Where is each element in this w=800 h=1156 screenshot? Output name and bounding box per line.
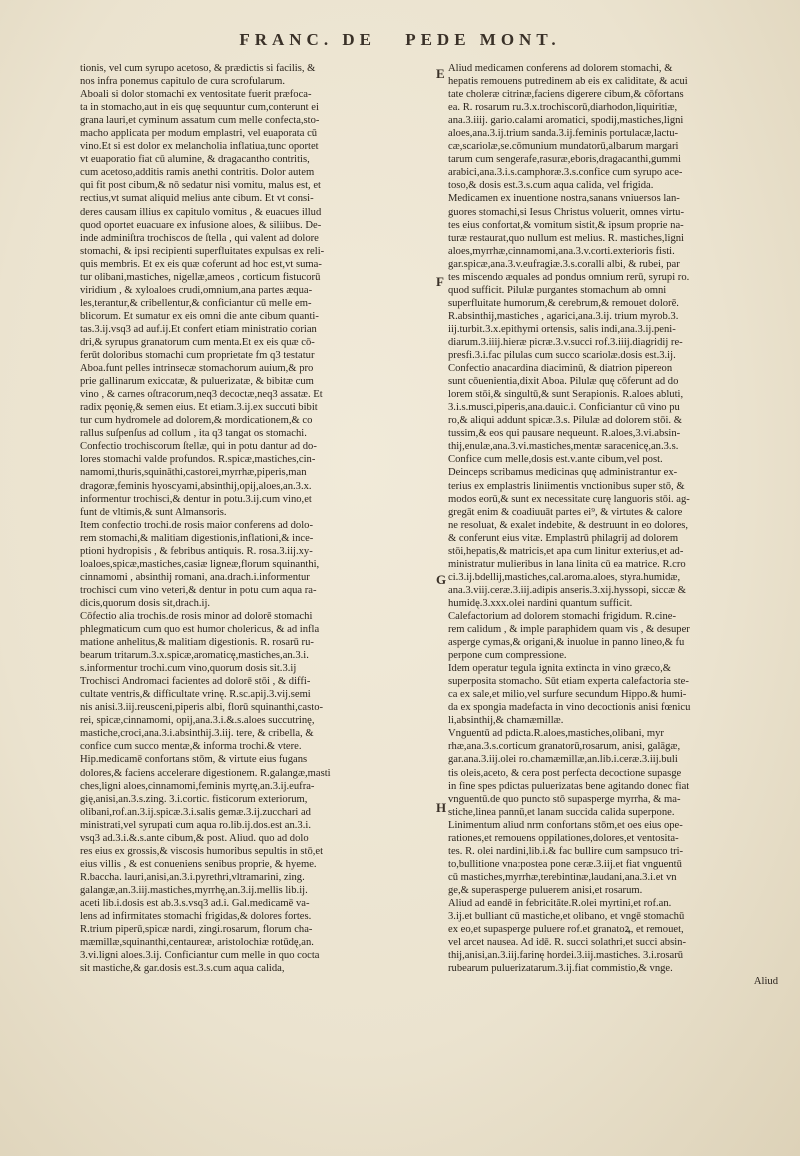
left-column-text-line: stomachi, & ipsi recipienti superfluitates expulsas ex reli- (80, 245, 325, 257)
right-column-text-line: superfluitate humorum,& cerebrum,& remouet dolorē. (448, 297, 679, 309)
right-column-text-line: R.absinthij,mastiches , agarici,ana.3.ij. trium myrob.3. (448, 310, 679, 322)
left-column-text-line: nos infra ponemus capitulo de cura scrofularum. (80, 76, 286, 88)
header-left: FRANC. DE (239, 30, 376, 49)
right-column-text-line: tes eius confortat,& vomitum sistit,& ipsum proprie na- (448, 219, 684, 231)
right-column-text-line: 3.ij.et bulliant cū mastiche,et olibano, et vngē stomachū (448, 911, 685, 923)
right-column-text-line: arabici,ana.3.i.s.camphoræ.3.s.confice cum syrupo ace- (448, 167, 683, 179)
right-column-text-line: cū mastiches,myrrhæ,terebintinæ,laudani,ana.3.i.et vn (448, 871, 677, 883)
left-column-text-line: ferūt doloribus stomachi cum proprietate fm q3 testatur (80, 350, 315, 362)
left-column-text-line: tur cum hydromele ad dolorem,& mordicationem,& co (80, 415, 313, 427)
right-column-text-line: thij,enulæ,ana.3.vi.mastiches,mentæ saracenicę,an.3.s. (448, 441, 679, 453)
section-marker-f: F (436, 274, 444, 289)
right-column-text-line: hepatis remouens putredinem ab eis ex caliditate, & acui (448, 76, 688, 88)
left-column-text-line: radix pęonię,& semen eius. Et etiam.3.ij.ex succuti bibit (80, 402, 318, 414)
left-column-text-line: Cōfectio alia trochis.de rosis minor ad dolorē stomachi (80, 610, 313, 622)
right-column-text-line: Linimentum aliud nrm confortans stōm,et oes eius ope- (448, 819, 683, 831)
right-column-text-line: turæ restaurat,quo nullum est melius. R. mastiches,ligni (448, 232, 684, 244)
right-column-text-line: rhæ,ana.3.s.corticum granatorū,rosarum, anisi, galāgæ, (448, 741, 681, 753)
right-column-text-line: terius ex emplastris liniimentis vnctionibus super stō, & (448, 480, 685, 492)
right-column-text-line: aloes,ana.3.ij.trium sanda.3.ij.feminis portulacæ,lactu- (448, 128, 679, 140)
right-column (448, 62, 778, 988)
right-column-text-line: aloes,myrrhæ,cinnamomi,ana.3.v.corti.exterioris fisti. (448, 245, 675, 257)
right-column-text-line: ex eo,et supasperge puluere rof.et granatoꝝ, et remouet, (448, 924, 684, 936)
left-column-text-line: Aboa.funt pelles intrinsecæ stomachorum auium,& pro (80, 363, 314, 375)
right-column-text-line: ca ex sale,et milio,vel surfure secundum Hippo.& humi- (448, 689, 687, 701)
left-column-text-line: olibani,rof.an.3.ij.spicæ.3.i.salis gemæ.3.ij.zucchari ad (80, 806, 311, 818)
left-column-text-line: aceti lib.i.dosis est ab.3.s.vsq3 ad.i. Gal.medicamē va- (80, 898, 310, 909)
right-column-text-line: diarum.3.iiij.hieræ picræ.3.v.succi rof.3.iiij.diagridij re- (448, 336, 683, 348)
left-column-text-line: cum acetoso,additis ramis anethi contritis. Dolor autem (80, 167, 315, 179)
left-column-text-line: ches,ligni aloes,cinnamomi,feminis myrtę,an.3.ij.eufra- (80, 780, 315, 792)
left-column-text-line: namomi,thuris,squināthi,castorei,myrrhæ,piperis,man (80, 467, 307, 479)
left-column-text-line: nis anisi.3.iij.reusceni,piperis albi, florū squinanthi,casto- (80, 702, 324, 714)
right-column-text-line: tussim,& eos qui pausare nequeunt. R.aloes,3.vi.absin- (448, 428, 681, 440)
right-column-text-line: lorem stōi,& singultū,& sunt Serapionis. R.aloes abluti, (448, 389, 684, 401)
left-column-text-line: R.trium piperū,spicæ nardi, zingi.rosarum, florum cha- (80, 924, 313, 936)
left-column-text-line: bearum tritarum.3.x.spicæ,aromaticę,mastiches,an.3.i. (80, 650, 309, 662)
right-column-text-line: stōi,hepatis,& matricis,et apa cum linitur exterius,et ad- (448, 545, 684, 557)
left-column-text-line: dolores,& faciens accelerare digestionem. R.galangæ,masti (80, 767, 331, 779)
left-column-text-line: prie gallinarum exiccatæ, & puluerizatæ, & bibitæ cum (80, 376, 314, 388)
right-column-text-line: Aliud (753, 976, 778, 988)
right-column-text-line: Deinceps scribamus medicinas quę administrantur ex- (448, 467, 678, 479)
left-column-text-line: gię,anisi,an.3.s.zing. 3.i.cortic. fisticorum exteriorum, (80, 793, 308, 805)
left-column-text-line: rei, spicæ,cinnamomi, opij,ana.3.i.&.s.aloes succutrinę, (80, 715, 315, 727)
left-column-text-line: funt de vltimis,& sunt Almansoris. (80, 506, 227, 518)
section-marker-g: G (436, 572, 447, 587)
left-column-text-line: Hip.medicamē confortans stōm, & virtute eius fugans (80, 754, 308, 766)
left-column-text-line: rallus suſpenſus ad collum , ita q3 tangat os stomachi. (80, 428, 307, 440)
left-column-text-line: grana lauri,et cyminum assatum cum melle confecta,sto- (80, 115, 320, 127)
right-column-text-line: ana.3.iiij. gario.calami aromatici, spodij,mastiches,ligni (448, 115, 684, 127)
left-column-text-line: viridium , & xyloaloes crudi,omnium,ana partes æqua- (80, 284, 313, 296)
right-column-text-line: ci.3.ij.bdellij,mastiches,cal.aroma.aloes, styra.humidæ, (448, 571, 681, 583)
right-column-text-line: ne resoluat, & exalet indebite, & destruunt in eo dolores, (448, 519, 689, 531)
right-column-text-line: toso,& dosis est.3.s.cum aqua calida, vel frigida. (448, 180, 654, 192)
left-column-text-line: informentur trochisci,& dentur in potu.3.ij.cum vino,et (80, 493, 312, 505)
right-column-text-line: iij.turbit.3.x.epithymi ortensis, salis indi,ana.3.ij.peni- (448, 323, 676, 335)
running-header (0, 30, 800, 50)
right-column-text-line: perpone cum compressione. (448, 650, 567, 662)
right-column-text-line: thij,anisi,an.3.iij.farinę hordei.3.iij.mastiches. 3.i.rosarū (448, 950, 684, 962)
right-column-text-line: guores stomachi,si Iesus Christus voluerit, omnes virtu- (448, 206, 684, 218)
left-column-text-line: ministrati,vel syrupati cum aqua ro.lib.ij.dos.est an.3.i. (80, 819, 311, 831)
left-column-text-line: blicorum. Et sumatur ex eis omni die ante cibum quanti- (80, 310, 319, 322)
right-column-text-line: rationes,et remouens oppilationes,dolores,et ventosita- (448, 832, 679, 844)
left-column-text-line: tas.3.ij.vsq3 ad auf.ij.Et confert etiam ministratio corian (80, 323, 317, 335)
right-column-text-line: tarum cum sengerafe,rasuræ,eboris,dragacanthi,gummi (448, 154, 681, 166)
left-column-text-line: mæmillæ,squinanthi,centaureæ, aristolochiæ rotūdę,an. (80, 937, 314, 949)
left-column-text-line: Item confectio trochi.de rosis maior conferens ad dolo- (80, 519, 313, 531)
left-column-text-line: Confectio trochiscorum ſtellæ, qui in potu dantur ad do- (80, 441, 317, 453)
right-column-text-line: ea. R. rosarum ru.3.x.trochiscorū,diarhodon,liquiritiæ, (448, 102, 678, 114)
left-column-text-line: loaloes,spicæ,mastiches,casiæ ligneæ,florum squinanthi, (80, 558, 320, 570)
right-column-text-line: Calefactorium ad dolorem stomachi frigidum. R.cine- (448, 610, 676, 622)
right-column-text-line: ana.3.viij.ceræ.3.iij.adipis anseris.3.xij.hyssopi, siccæ & (448, 584, 687, 596)
left-column-text-line: quod oportet euacuare ex infusione aloes, & siliibus. De- (80, 219, 322, 231)
left-column-text-line: lores stomachi valde profundos. R.spicæ,mastiches,cin- (80, 454, 316, 466)
right-column-text-line: Aliud ad eandē in febricitāte.R.olei myrtini,et rof.an. (448, 898, 672, 909)
left-column-text-line: vsq3 ad.3.i.&.s.ante cibum,& post. Aliud. quo ad dolo (80, 832, 309, 844)
right-column-text-line: gar.spicæ,ana.3.v.eufragiæ.3.s.coralli albi, & rubei, par (448, 258, 680, 270)
right-column-text-line: humidę.3.xxx.olei nardini quantum sufficit. (448, 597, 633, 609)
right-column-text-line: modos eorū,& sunt ex necessitate curę languoris stōi. ag- (448, 493, 690, 505)
left-column-text-line: cinnamomi , absinthij romani, ana.drach.i.informentur (80, 571, 310, 583)
left-column-text-line: vino.Et si est dolor ex melancholia inflatiua,tunc oportet (80, 141, 319, 153)
left-column-text-line: s.informentur trochi.cum vino,quorum dosis sit.3.ij (80, 663, 297, 675)
right-column-text-line: tis oleis,aceto, & cera post perfecta decoctione supasge (448, 767, 682, 779)
left-column-text-line: les,terantur,& cribellentur,& conficiantur cū melle em- (80, 297, 312, 309)
right-column-text-line: in fine spes pdictas puluerizatas bene agitando donec fiat (448, 780, 690, 792)
right-column-text-line: sunt cōuenientia,dixit Aboa. Pilulæ quę cōferunt ad do (448, 376, 679, 388)
right-column-text-line: ministratur mulieribus in lana linita cū ea matrice. R.cro (448, 558, 686, 570)
left-column-text-line: macho applicata per modum emplastri, vel euaporata cū (80, 128, 318, 140)
right-column-text-line: gregāt enim & coadiuuāt partes ei⁹, & virtutes & calore (448, 506, 683, 518)
left-column-text-line: confice cum succo mentæ,& informa trochi.& vtere. (80, 741, 302, 753)
left-column-text-line: quis membris. Et ex eis quæ coferunt ad hoc est,vt suma- (80, 258, 322, 270)
left-column-text-line: dragoræ,feminis hyoscyami,absinthij,opij,aloes,an.3.x. (80, 480, 312, 492)
right-column-text-line: quod sufficit. Pilulæ purgantes stomachum ab omni (448, 284, 667, 296)
right-column-text-line: presfi.3.i.fac pilulas cum succo scariolæ.dosis est.3.ij. (448, 350, 676, 362)
left-column-text-line: Trochisci Andromaci facientes ad dolorē stōi , & diffi- (80, 676, 311, 688)
right-column-text-line: rem calidum , & imple paraphidem quam vis , & desuper (448, 624, 690, 636)
left-column-text-line: eius villis , & est conueniens senibus proprie, & hyeme. (80, 858, 317, 870)
right-column-text-line: & conferunt eius vitæ. Emplastrū philagrij ad dolorem (448, 532, 679, 544)
left-column-text-line: rem stomachi,& malitiam digestionis,inflationi,& ince- (80, 532, 314, 544)
left-column-text-line: 3.vi.ligni aloes.3.ij. Conficiantur cum melle in quo cocta (80, 950, 320, 962)
left-column-text-line: cultate ventris,& difficultate vrinę. R.sc.apij.3.vij.semi (80, 689, 311, 701)
left-column-text-line: rectius,vt sumat aliquid melius ante cibum. Et vt consi- (80, 193, 314, 205)
right-column-text-line: vel arcet nausea. Ad idē. R. succi solathri,et succi absin- (448, 937, 686, 949)
left-column-text-line: ta in stomacho,aut in eis quę sequuntur cum,conterunt ei (80, 102, 319, 114)
left-column-text-line: Aboali si dolor stomachi ex ventositate fuerit præfoca- (80, 89, 312, 101)
right-column-text-line: ge,& superasperge puluerem anisi,et rosarum. (448, 884, 643, 896)
right-column-text-line: li,absinthij,& chamæmillæ. (448, 715, 564, 727)
left-column-text-line: qui fit post cibum,& nō sedatur nisi vomitu, malus est, et (80, 180, 321, 192)
right-column-text-line: rubearum puluerizatarum.3.ij.fiat commistio,& vnge. (448, 963, 673, 975)
right-column-text-line: da ex spongia madefacta in vino decoctionis anisi fœnicu (448, 702, 691, 714)
left-column-text-line: sit mastiche,& gar.dosis est.3.s.cum aqua calida, (80, 963, 285, 975)
left-column-text-line: tur olibani,mastiches, nigellæ,ameos , corticum fistucorū (80, 271, 321, 283)
left-column-text-line: trochisci cum vino veteri,& dentur in potu cum aqua ra- (80, 584, 317, 596)
section-marker-e: E (436, 66, 445, 81)
left-column-text-line: dicis,quorum dosis sit,drach.ij. (80, 597, 211, 609)
left-column-text-line: mastiche,croci,ana.3.i.absinthij.3.iij. tere, & cribella, & (80, 728, 314, 740)
right-column-text-line: 3.i.s.musci,piperis,ana.dauic.i. Conficiantur cū vino pu (448, 402, 680, 414)
left-column-text-line: tionis, vel cum syrupo acetoso, & prædictis si facilis, & (80, 63, 316, 74)
right-column-text-line: to,bullitione vna:postea pone ceræ.3.iij.et fiat vnguentū (448, 858, 682, 870)
left-column (80, 62, 410, 975)
right-column-text-line: ro,& aliqui addunt spicæ.3.s. Pilulæ ad dolorem stōi. & (448, 415, 682, 427)
left-column-text-line: dri,& syrupus granatorum cum menta.Et ex eis quæ cō- (80, 336, 315, 348)
right-column-text-line: tes. R. olei nardini,lib.i.& fac bullire cum sampsuco tri- (448, 845, 684, 857)
left-column-text-line: lens ad infirmitates stomachi frigidas,& dolores fortes. (80, 911, 312, 923)
left-column-text-line: phlegmaticum cum quo est humor cholericus, & ad infla (80, 624, 320, 636)
right-column-text-line: Confice cum melle,dosis est.v.ante cibum,vel post. (448, 454, 663, 466)
left-column-text-line: matione anhelitus,& malitiam digestionis. R. rosarū ru- (80, 637, 314, 649)
left-column-text-line: R.baccha. lauri,anisi,an.3.i.pyrethri,vltramarini, zing. (80, 871, 305, 883)
left-column-text-line: ptioni hydropisis , & febribus antiquis. R. rosa.3.iij.xy- (80, 545, 313, 557)
header-right: PEDE MONT. (405, 30, 561, 49)
left-column-text-line: vt euaporatio fiat cū alumine, & dragacantho contritis, (80, 154, 310, 166)
right-column-text-line: Confectio anacardina diaciminū, & diatrion pipereon (448, 363, 673, 375)
left-column-text-line: res eius ex grossis,& viscosis humoribus sepultis in stō,et (80, 845, 324, 857)
right-column-text-line: Medicamen ex inuentione nostra,sanans vniuersos lan- (448, 193, 680, 205)
right-column-text-line: Idem operatur tegula ignita extincta in vino græco,& (448, 663, 671, 675)
section-marker-h: H (436, 800, 447, 815)
right-column-text-line: tate choleræ citrinæ,faciens digerere cibum,& cōfortans (448, 89, 684, 101)
right-column-text-line: cæ,scariolæ,se.cōmunium mundatorū,albarum margari (448, 141, 679, 153)
right-column-text-line: Aliud medicamen conferens ad dolorem stomachi, & (448, 63, 673, 74)
right-column-text-line: vnguentū.de quo puncto stō supasperge myrrha, & ma- (448, 793, 681, 805)
right-column-text-line: superposita stomacho. Sūt etiam experta calefactoria ste- (448, 676, 689, 688)
right-column-text-line: gar.ana.3.iij.olei ro.chamæmillæ,an.lib.i.ceræ.3.iij.buli (448, 754, 678, 766)
left-column-text-line: galangæ,an.3.iij.mastiches,myrrhę,an.3.ij.mellis lib.ij. (80, 884, 308, 896)
right-column-text-line: stiche,linea pannū,et lanam succida calida superpone. (448, 806, 675, 818)
right-column-text-line: Vnguentū ad pdicta.R.aloes,mastiches,olibani, myr (448, 728, 664, 740)
left-column-text-line: inde adminiſtra trochiscos de ſtella , qui valent ad dolore (80, 232, 319, 244)
left-column-text-line: vino , & carnes oſtracorum,neq3 decoctæ,neq3 assatæ. Et (80, 389, 323, 401)
right-column-text-line: tes miscendo æquales ad pondus omnium rerū, syrupi ro. (448, 271, 690, 283)
left-column-text-line: deres causam illius ex capitulo vomitus , & euacues illud (80, 206, 322, 218)
right-column-text-line: asperge cymas,& origani,& inuolue in panno lineo,& fu (448, 637, 685, 649)
